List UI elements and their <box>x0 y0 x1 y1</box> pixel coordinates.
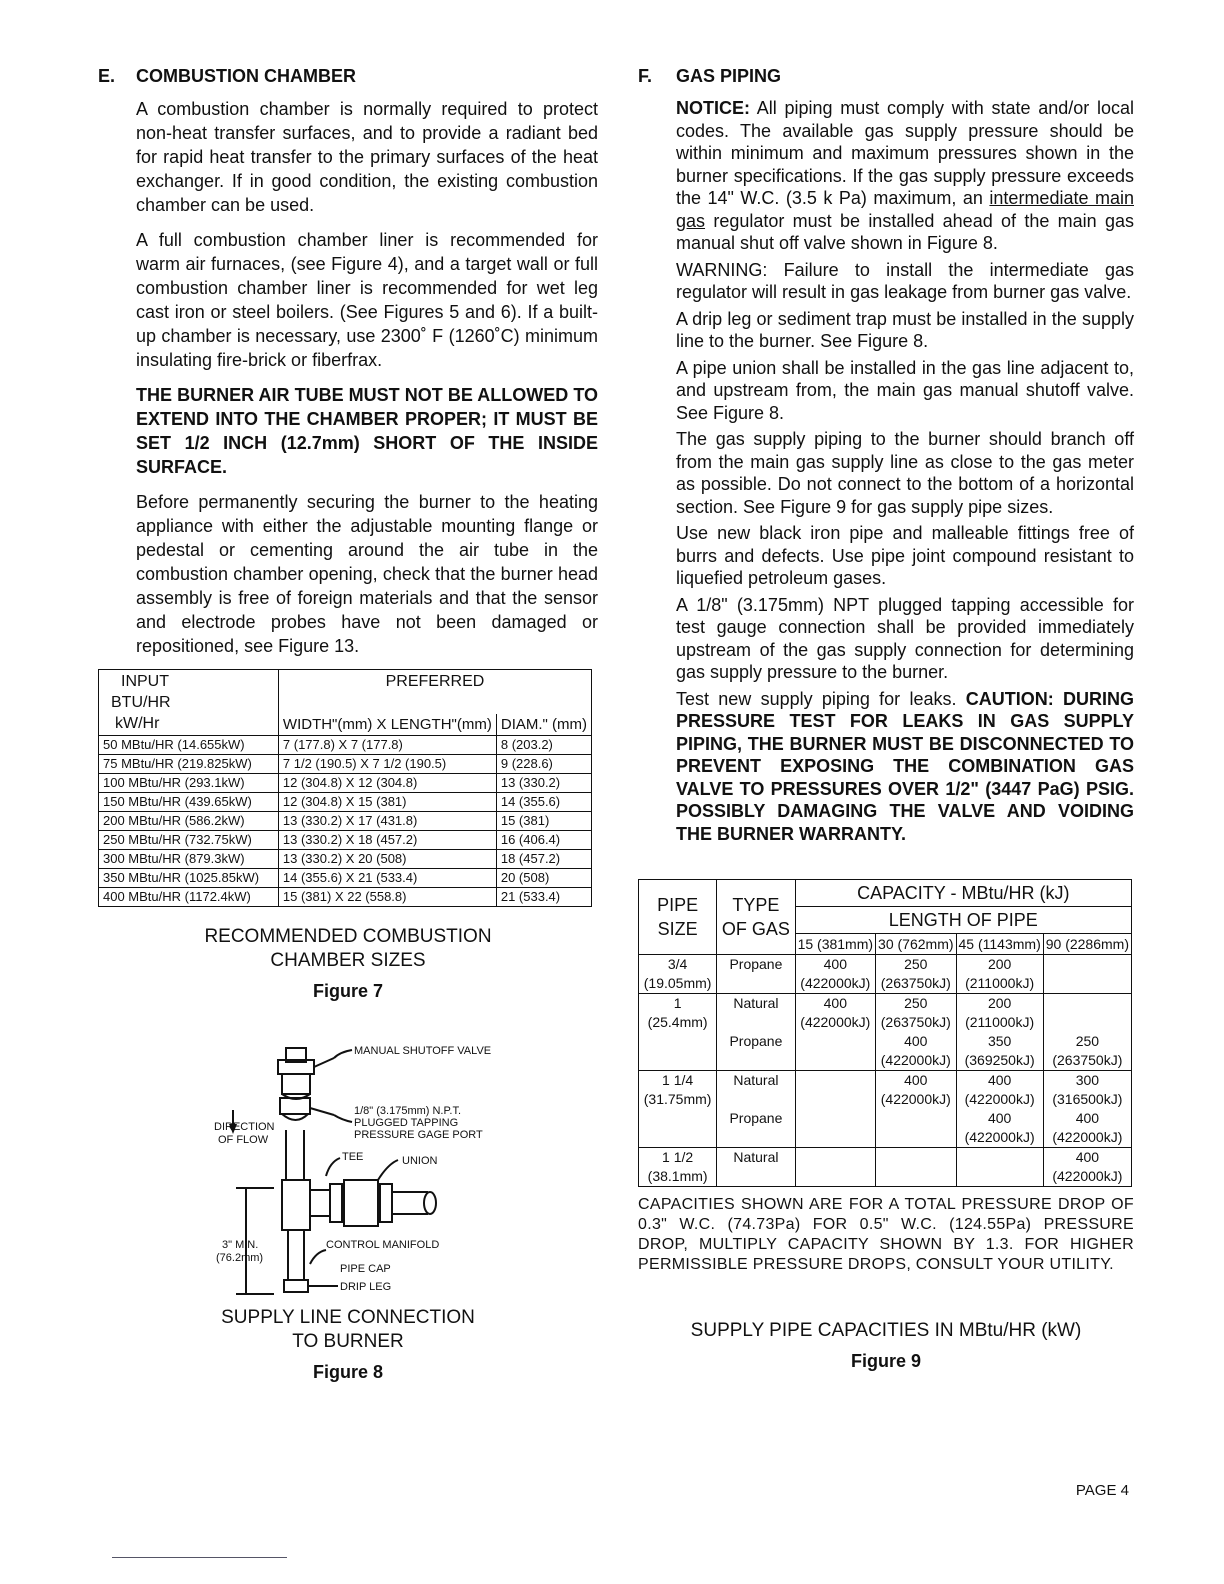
table-row <box>99 755 592 774</box>
input-cell: 50 MBtu/HR (14.655kW) <box>99 736 279 755</box>
input-cell: 350 MBtu/HR (1025.85kW) <box>99 869 279 888</box>
page-number: PAGE 4 <box>1075 1482 1129 1499</box>
header-diam: DIAM." (mm) <box>496 714 591 736</box>
vertical-pipe <box>286 1130 304 1180</box>
figure-7-rows <box>99 736 592 907</box>
section-e-paragraph-4: Before permanently securing the burner to the heating appliance with either the adjustable mounting flange or pedestal or cementing around the air tube in the combustion chamber opening, check that the burner head assembly is free of foreign materials and that the sensor and electrode probes have not been damaged or repositioned, see Figure 13. <box>136 492 598 656</box>
header-pipe-size: PIPE SIZE <box>639 880 717 955</box>
drip-paragraph: A drip leg or sediment trap must be installed in the supply line to the burner. See Figure 8. <box>676 308 1134 351</box>
table-row <box>99 869 592 888</box>
header-width: WIDTH"(mm) X LENGTH"(mm) <box>278 714 496 736</box>
diam-cell: 16 (406.4) <box>496 831 591 850</box>
leader-union <box>378 1160 398 1180</box>
drip-leg <box>288 1230 304 1280</box>
section-e-paragraph-2: A full combustion chamber liner is recommended for warm air furnaces, (see Figure 4), and a target wall or full combustion chamber liner is recommended for wet leg cast iron or steel boilers. (See Figures 5 and 6). If a built-up chamber is necessary, use 2300˚ F (1260˚C) minimum insulating fire-brick or fiberfrax. <box>136 230 598 370</box>
header-input: INPUT BTU/HR kW/Hr <box>99 670 279 736</box>
header-col-90: 90 (2286mm) <box>1043 934 1131 955</box>
capacity-cell <box>876 1148 956 1187</box>
label-cap: PIPE CAP <box>340 1263 391 1275</box>
input-cell: 150 MBtu/HR (439.65kW) <box>99 793 279 812</box>
tee-fitting <box>282 1180 310 1230</box>
manifold-end <box>424 1192 436 1214</box>
branch-paragraph: The gas supply piping to the burner should branch off from the main gas supply line as close to the gas meter as possible. Do not connect to the bottom of a horizontal section. See Figure 9 for gas supply pipe sizes. <box>676 429 1134 517</box>
size-cell: 7 1/2 (190.5) X 7 1/2 (190.5) <box>278 755 496 774</box>
header-preferred: PREFERRED <box>278 670 591 715</box>
capacity-cell: 250 (263750kJ) <box>1043 994 1131 1071</box>
table-row <box>99 774 592 793</box>
size-cell: 12 (304.8) X 15 (381) <box>278 793 496 812</box>
pipe-cap <box>284 1280 308 1292</box>
capacity-cell: 250 (263750kJ) 400 (422000kJ) <box>876 994 956 1071</box>
table-row <box>639 1148 1132 1187</box>
header-col-45: 45 (1143mm) <box>956 934 1043 955</box>
size-cell: 13 (330.2) X 18 (457.2) <box>278 831 496 850</box>
size-cell: 12 (304.8) X 12 (304.8) <box>278 774 496 793</box>
union-paragraph: A pipe union shall be installed in the gas line adjacent to, and upstream from, the main gas manual shutoff valve. See Figure 8. <box>676 357 1134 423</box>
capacity-cell <box>795 1148 875 1187</box>
union-right <box>380 1184 392 1222</box>
figure-7-table <box>98 669 592 907</box>
leader-shutoff <box>334 1050 352 1058</box>
header-col-15: 15 (381mm) <box>795 934 875 955</box>
header-gas-type: TYPE OF GAS <box>717 880 795 955</box>
capacity-cell <box>1043 955 1131 994</box>
label-min-2: (76.2mm) <box>216 1252 264 1264</box>
capacity-cell <box>795 1071 875 1148</box>
union-left <box>330 1184 342 1222</box>
table-row <box>99 831 592 850</box>
capacity-cell: 200 (211000kJ) 350 (369250kJ) <box>956 994 1043 1071</box>
footer-rule <box>112 1557 287 1558</box>
section-f-heading: F. GAS PIPING <box>638 66 782 86</box>
leader-cap <box>310 1250 326 1264</box>
label-direction-2: OF FLOW <box>218 1134 269 1146</box>
label-union: UNION <box>402 1155 438 1167</box>
table-row <box>99 888 592 907</box>
figure-8-label: Figure 8 <box>312 1362 383 1382</box>
tapping-paragraph: A 1/8" (3.175mm) NPT plugged tapping accessible for test gauge connection shall be provided immediately upstream of the gas supply connection for determining gas supply pressure to the burner. <box>676 594 1134 682</box>
diam-cell: 8 (203.2) <box>496 736 591 755</box>
left-column <box>98 60 598 1383</box>
size-cell: 15 (381) X 22 (558.8) <box>278 888 496 907</box>
right-column <box>638 60 1134 1372</box>
table-row <box>639 955 1132 994</box>
test-paragraph: Test new supply piping for leaks. CAUTION: DURING PRESSURE TEST FOR LEAKS IN GAS SUPPLY PIPING, THE BURNER MUST BE DISCONNECTED TO PREVENT EXPOSING THE COMBINATION GAS VALVE TO PRESSURES OVER 1/2" (3447 PaG) PSIG. POSSIBLY DAMAGING THE VALVE AND VOIDING THE BURNER WARRANTY. <box>676 688 1134 844</box>
tapping-plug <box>310 1108 334 1115</box>
input-cell: 200 MBtu/HR (586.2kW) <box>99 812 279 831</box>
header-capacity: CAPACITY - MBtu/HR (kJ) <box>795 880 1131 907</box>
input-cell: 300 MBtu/HR (879.3kW) <box>99 850 279 869</box>
union-nut <box>344 1180 378 1226</box>
table-row <box>639 1071 1132 1148</box>
section-e-heading: E. COMBUSTION CHAMBER <box>98 66 356 86</box>
pipe-size-cell: 1 1/4 (31.75mm) <box>639 1071 717 1148</box>
diam-cell: 15 (381) <box>496 812 591 831</box>
label-min-1: 3" MIN. <box>222 1239 259 1251</box>
input-cell: 75 MBtu/HR (219.825kW) <box>99 755 279 774</box>
capacity-cell: 400 (422000kJ) 400 (422000kJ) <box>956 1071 1043 1148</box>
iron-paragraph: Use new black iron pipe and malleable fittings free of burrs and defects. Use pipe joint compound resistant to liquefied petroleum gases. <box>676 523 1134 588</box>
valve-body <box>282 1074 310 1094</box>
capacity-cell: 200 (211000kJ) <box>956 955 1043 994</box>
gas-cell: Natural Propane <box>717 994 795 1071</box>
pipe-size-cell: 1 1/2 (38.1mm) <box>639 1148 717 1187</box>
capacity-cell: 400 (422000kJ) <box>795 994 875 1071</box>
table-row <box>99 850 592 869</box>
tapping-body <box>280 1098 310 1114</box>
diam-cell: 9 (228.6) <box>496 755 591 774</box>
table-row <box>99 736 592 755</box>
valve-lever <box>314 1058 334 1067</box>
table-row <box>639 994 1132 1071</box>
manifold-pipe <box>392 1192 428 1214</box>
gas-cell: Natural Propane <box>717 1071 795 1148</box>
diam-cell: 20 (508) <box>496 869 591 888</box>
notice-paragraph: NOTICE: All piping must comply with state and/or local codes. The available gas supply pressure should be within minimum and maximum pressures shown in the burner specifications. If the gas supply pressure exceeds the 14" W.C. (3.5 k Pa) maximum, an intermediate main gas regulator must be installed ahead of the main gas manual shut off valve shown in Figure 8. <box>676 98 1134 253</box>
gas-cell: Propane <box>717 955 795 994</box>
pipe-size-cell: 1 (25.4mm) <box>639 994 717 1071</box>
figure-8-caption: SUPPLY LINE CONNECTION TO BURNER <box>221 1307 475 1352</box>
input-cell: 250 MBtu/HR (732.75kW) <box>99 831 279 850</box>
capacity-cell: 400 (422000kJ) <box>795 955 875 994</box>
figure-9-note: CAPACITIES SHOWN ARE FOR A TOTAL PRESSURE DROP OF 0.3" W.C. (74.73Pa) FOR 0.5" W.C. (124.55Pa) PRESSURE DROP, MULTIPLY CAPACITY SHOWN BY 1.3. FOR HIGHER PERMISSIBLE PRESSURE DROPS, CONSULT YOUR UTILITY. <box>638 1196 1134 1273</box>
diam-cell: 13 (330.2) <box>496 774 591 793</box>
section-e-paragraph-1: A combustion chamber is normally required to protect non-heat transfer surfaces, and to provide a radiant bed for rapid heat transfer to the primary surfaces of the heat exchanger. If in good condition, the existing combustion chamber can be used. <box>136 99 598 215</box>
size-cell: 7 (177.8) X 7 (177.8) <box>278 736 496 755</box>
capacity-cell: 400 (422000kJ) <box>876 1071 956 1148</box>
section-e-warning: THE BURNER AIR TUBE MUST NOT BE ALLOWED TO EXTEND INTO THE CHAMBER PROPER; IT MUST BE SET 1/2 INCH (12.7mm) SHORT OF THE INSIDE SURFACE. <box>136 385 598 477</box>
figure-7-caption: RECOMMENDED COMBUSTION CHAMBER SIZES <box>204 926 492 971</box>
size-cell: 13 (330.2) X 17 (431.8) <box>278 812 496 831</box>
leader-tapping <box>334 1115 352 1122</box>
capacity-cell: 250 (263750kJ) <box>876 955 956 994</box>
warning-paragraph: WARNING: Failure to install the intermediate gas regulator will result in gas leakage from burner gas valve. <box>676 259 1134 302</box>
figure-7-label: Figure 7 <box>312 981 383 1001</box>
figure-8-diagram <box>98 1012 598 1302</box>
size-cell: 14 (355.6) X 21 (533.4) <box>278 869 496 888</box>
diam-cell: 14 (355.6) <box>496 793 591 812</box>
size-cell: 13 (330.2) X 20 (508) <box>278 850 496 869</box>
figure-9-caption: SUPPLY PIPE CAPACITIES IN MBtu/HR (kW) <box>690 1320 1082 1341</box>
diam-cell: 21 (533.4) <box>496 888 591 907</box>
diam-cell: 18 (457.2) <box>496 850 591 869</box>
label-tee: TEE <box>342 1151 364 1163</box>
header-length: LENGTH OF PIPE <box>795 907 1131 934</box>
pipe-size-cell: 3/4 (19.05mm) <box>639 955 717 994</box>
label-manifold: CONTROL MANIFOLD <box>326 1239 440 1251</box>
table-row <box>99 793 592 812</box>
label-direction-1: DIRECTION <box>214 1121 275 1133</box>
label-drip: DRIP LEG <box>340 1281 392 1293</box>
table-row <box>99 812 592 831</box>
label-tap-1: 1/8" (3.175mm) N.P.T. <box>354 1105 462 1117</box>
nipple <box>310 1190 330 1216</box>
label-shutoff: MANUAL SHUTOFF VALVE <box>354 1045 492 1057</box>
figure-9-label: Figure 9 <box>850 1351 921 1371</box>
label-tap-3: PRESSURE GAGE PORT <box>354 1129 483 1141</box>
input-cell: 400 MBtu/HR (1172.4kW) <box>99 888 279 907</box>
header-col-30: 30 (762mm) <box>876 934 956 955</box>
capacity-cell: 300 (316500kJ) 400 (422000kJ) <box>1043 1071 1131 1148</box>
capacity-cell: 400 (422000kJ) <box>1043 1148 1131 1187</box>
input-cell: 100 MBtu/HR (293.1kW) <box>99 774 279 793</box>
gas-cell: Natural <box>717 1148 795 1187</box>
leader-tee <box>326 1158 340 1176</box>
label-tap-2: PLUGGED TAPPING <box>354 1117 459 1129</box>
figure-9-table <box>638 879 1132 1187</box>
capacity-cell <box>956 1148 1043 1187</box>
